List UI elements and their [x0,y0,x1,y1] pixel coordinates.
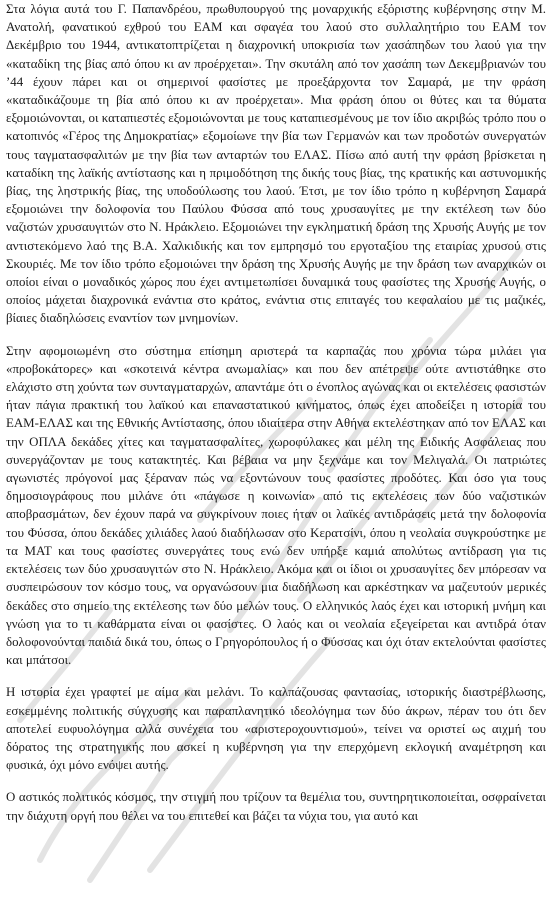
paragraph-4: Ο αστικός πολιτικός κόσμος, την στιγμή που τρίζουν τα θεμέλια του, συντηρητικοποιείται, οσφραίνεται την διάχυτη οργή που θέλει να του επιτεθεί και βάζει τα νύχια του, για αυτό και [6,790,546,823]
paragraph-1: Στα λόγια αυτά του Γ. Παπανδρέου, πρωθυπουργού της μοναρχικής εξόριστης κυβέρνησης στην Μ. Ανατολή, φανατικού εχθρού του ΕΑΜ και σφαγέα του λαού στο συλλαλητήριο του ΕΑΜ τον Δεκέμβριο του 1944, αντικατοπτρίζεται η διαχρονική υποκρισία των χασάπηδων του λαού για την «καταδίκη της βίας από όπου κι αν προέρχεται». Την σκυτάλη από τον χασάπη των Δεκεμβριανών του ’44 έχουν πάρει και οι σημερινοί φασίστες με προεξάρχοντα τον Σαμαρά, με την φράση «καταδικάζουμε τη βία από όπου κι αν προέρχεται». Μια φράση όπου οι θύτες και τα θύματα εξομοιώνονται, οι καταπιεστές εξομοιώνονται με τους καταπιεσμένους με τον ίδιο ακριβώς τρόπο που ο κατοπινός «Γέρος της Δημοκρατίας» εξομοίωνε την βία των Γερμανών και των προδοτών συνεργατών τους ταγματασφαλιτών με την βία των ανταρτών του ΕΛΑΣ. Πίσω από αυτή την φράση βρίσκεται η καταδίκη της λαϊκής αντίστασης και η πριμοδότηση της δικής τους βίας, της κρατικής και αστυνομικής βίας, της ληστρικής βίας, της υποδούλωσης του λαού. Έτσι, με τον ίδιο τρόπο η κυβέρνηση Σαμαρά εξομοιώνει την δολοφονία του Παύλου Φύσσα από τους χρυσαυγίτες με την εκτέλεση των δύο ναζιστών χρυσαυγιτών στο Ν. Ηράκλειο. Εξομοιώνει την εγκληματική δράση της Χρυσής Αυγής με τον αντιστεκόμενο λαό της Β.Α. Χαλκιδικής και τον εμπρησμό του εργοταξίου της εταιρίας χρυσού στις Σκουριές. Με τον ίδιο τρόπο εξομοιώνει την δράση της Χρυσής Αυγής με την δράση των αναρχικών οι οποίοι είναι ο μοναδικός χώρος που έχει αντιμετωπίσει δυναμικά τους φασίστες της Χρυσής Αυγής, ο οποίος μάχεται διαχρονικά ενάντια στο κράτος, ενάντια στις επιταγές του κεφαλαίου με τις μαζικές, βίαιες διαδηλώσεις εναντίον των μνημονίων. [6,2,546,326]
paragraph-2: Στην αφομοιωμένη στο σύστημα επίσημη αριστερά τα καρπαζάς που χρόνια τώρα μιλάει για «προβοκάτορες» και «σκοτεινά κέντρα ανωμαλίας» και που δεν απέτρεψε ούτε αντιστάθηκε στο ελάχιστο στη χούντα των συνταγματαρχών, απαντάμε ότι ο ένοπλος αγώνας και οι εκτελέσεις φασιστών ήταν πάγια πρακτική του λαϊκού και επαναστατικού κινήματος, όπως έχει αποδείξει η ιστορία του ΕΑΜ-ΕΛΑΣ και της Εθνικής Αντίστασης, όπου ιδιαίτερα στην Αθήνα εκτελέστηκαν από τον ΕΛΑΣ και την ΟΠΛΑ δεκάδες χίτες και ταγματασφαλίτες, χωροφύλακες και μέλη της Ειδικής Ασφάλειας που συνεργάζονταν με τους κατακτητές. Και βέβαια να μην ξεχνάμε και τον Μελιγαλά. Οι πατριώτες αγωνιστές πρόγονοί μας ξέραναν πώς να εξοντώνουν τους φασίστες προδότες. Και όσο για τους δημοσιογράφους που μιλάνε ότι «πάγωσε η κοινωνία» από τις εκτελέσεις των δύο ναζιστικών αποβρασμάτων, δεν έχουν παρά να συγκρίνουν ποιες ήταν οι λαϊκές αντιδράσεις μετά την δολοφονία του Φύσσα, όπου δεκάδες χιλιάδες λαού διαδήλωσαν στο Κερατσίνι, όπου η νεολαία συγκρούστηκε με τα ΜΑΤ και τους φασίστες συνεργάτες τους ενώ δεν υπήρξε καμιά απολύτως αντίδραση για τις εκτελέσεις των δύο χρυσαυγιτών στο Ν. Ηράκλειο. Ακόμα και οι ίδιοι οι χρυσαυγίτες δεν μπόρεσαν να συσπειρώσουν τον κόσμο τους, να οργανώσουν μια διαδήλωση και αρκέστηκαν να μαζευτούν μερικές δεκάδες στο σημείο της εκτέλεσης των δύο μελών τους. Ο ελληνικός λαός έχει και ιστορική μνήμη και γνώση για το τι καθάρματα είναι οι φασίστες. Ο λαός και οι νεολαία εξεγείρεται και αντιδρά όταν δολοφονούνται παιδιά δικά του, όπως ο Γρηγορόπουλος ή ο Φύσσας και όχι όταν εκτελούνται φασίστες και μπάτσοι. [6,343,546,668]
paragraph-3: Η ιστορία έχει γραφτεί με αίμα και μελάνι. Το καλπάζουσας φαντασίας, ιστορικής διαστρέβλωσης, εσκεμμένης πολιτικής σύγχυσης και παραπλανητικό ιδεολόγημα των δύο άκρων, πέραν του ότι δεν αποτελεί ευφυολόγημα αλλά συνέχεια του «αριστεροχουντισμού», τείνει να οριστεί ως αιχμή του δόρατος της στρατηγικής που ασκεί η κυβέρνηση για την επερχόμενη εκλογική αναμέτρηση και φυσικά, όχι μόνο ενόψει αυτής. [6,685,546,773]
